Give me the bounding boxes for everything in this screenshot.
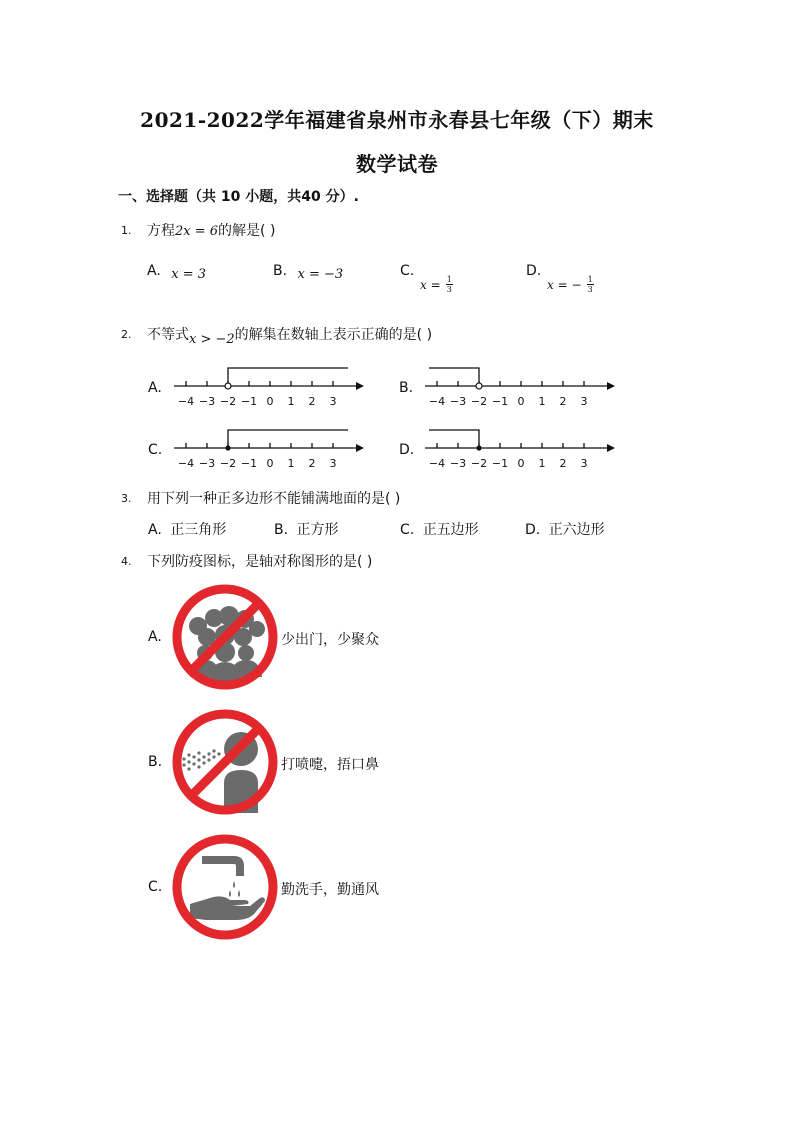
q1-option-d-value bbox=[547, 274, 594, 294]
q1-option-a-label: A. bbox=[147, 263, 161, 279]
q1-option-b-label: B. bbox=[273, 263, 288, 279]
q2-option-a-tick-label: 3 bbox=[329, 395, 337, 408]
q2-option-a-arrow bbox=[356, 382, 364, 390]
q2-option-a-tick-label: −2 bbox=[219, 395, 237, 408]
q3-option-d[interactable] bbox=[525, 519, 605, 539]
q2-option-a-label[interactable]: A. bbox=[148, 380, 162, 396]
wash-hands-icon[interactable] bbox=[170, 832, 280, 942]
q2-option-a-tick-label: 0 bbox=[266, 395, 274, 408]
q2-text-before: 不等式 bbox=[147, 327, 189, 343]
q3-option-a[interactable] bbox=[148, 519, 226, 539]
q2-inequality: x > −2 bbox=[189, 332, 235, 347]
q2-option-b-tick-label: 1 bbox=[538, 395, 546, 408]
q2-option-d-number-line bbox=[421, 424, 621, 476]
section-heading: 一、选择题（共 10 小题，共40 分）. bbox=[118, 189, 359, 205]
q1-option-c-value bbox=[420, 274, 453, 294]
q3-option-d-label: D. bbox=[525, 522, 541, 538]
q4-option-a-label[interactable]: A. bbox=[148, 629, 162, 645]
q4-stem: 下列防疫图标，是轴对称图形的是( ) bbox=[147, 554, 373, 570]
q3-number: 3. bbox=[121, 492, 132, 505]
q2-option-a-tick-label: 2 bbox=[308, 395, 316, 408]
q4-number: 4. bbox=[121, 555, 132, 568]
q3-option-a-text: 正三角形 bbox=[170, 522, 227, 538]
q1-stem bbox=[147, 220, 275, 240]
q2-stem bbox=[147, 324, 433, 347]
q1-option-a-value: x = 3 bbox=[171, 267, 206, 282]
q2-option-b-tick-label: 2 bbox=[559, 395, 567, 408]
q3-stem: 用下列一种正多边形不能铺满地面的是( ) bbox=[147, 491, 401, 507]
q2-option-b-tick-label: −1 bbox=[491, 395, 509, 408]
q2-option-c-tick-label: 1 bbox=[287, 457, 295, 470]
q2-option-b-arrow bbox=[607, 382, 615, 390]
q2-number: 2. bbox=[121, 328, 132, 341]
q2-option-d-tick-label: 0 bbox=[517, 457, 525, 470]
q2-option-a-open-point bbox=[225, 383, 231, 389]
q3-option-b-text: 正方形 bbox=[296, 522, 339, 538]
q1-option-a[interactable] bbox=[147, 263, 206, 282]
q2-option-a-tick-label: 1 bbox=[287, 395, 295, 408]
q1-equation: 2x = 6 bbox=[175, 224, 219, 239]
q3-option-b-label: B. bbox=[274, 522, 289, 538]
q2-option-d-arrow bbox=[607, 444, 615, 452]
q1-number: 1. bbox=[121, 224, 132, 237]
q2-text-after: 的解集在数轴上表示正确的是( ) bbox=[234, 327, 433, 343]
q2-option-c-tick-label: 3 bbox=[329, 457, 337, 470]
q3-option-c-label: C. bbox=[400, 522, 415, 538]
q3-option-c[interactable] bbox=[400, 519, 479, 539]
q1-option-c[interactable] bbox=[400, 263, 414, 279]
q1-option-d-label: D. bbox=[526, 263, 542, 279]
q2-option-b-open-point bbox=[476, 383, 482, 389]
q2-option-b-label[interactable]: B. bbox=[399, 380, 414, 396]
q4-option-b-label[interactable]: B. bbox=[148, 754, 163, 770]
q2-option-d-closed-point bbox=[476, 445, 481, 450]
q2-option-b-tick-label: −2 bbox=[470, 395, 488, 408]
q1-option-c-fraction: $\frac{1}{3}$ bbox=[446, 275, 452, 294]
page-title: 2021-2022学年福建省泉州市永春县七年级（下）期末 bbox=[140, 108, 654, 132]
q2-option-b-tick-label: 3 bbox=[580, 395, 588, 408]
q2-option-c-number-line bbox=[170, 424, 370, 476]
q4-option-a-caption: 少出门，少聚众 bbox=[281, 632, 379, 648]
q2-option-b-tick-label: −4 bbox=[428, 395, 446, 408]
q4-option-c-caption: 勤洗手，勤通风 bbox=[281, 882, 379, 898]
q2-option-c-tick-label: 0 bbox=[266, 457, 274, 470]
no-gathering-icon[interactable] bbox=[170, 582, 280, 692]
q2-option-a-number-line bbox=[170, 362, 370, 414]
q1-option-c-label: C. bbox=[400, 263, 415, 279]
q2-option-a-tick-label: −1 bbox=[240, 395, 258, 408]
page-subtitle: 数学试卷 bbox=[356, 152, 438, 176]
q1-option-b[interactable] bbox=[273, 263, 344, 282]
q2-option-d-tick-label: −3 bbox=[449, 457, 467, 470]
q2-option-a-solution-ray bbox=[228, 368, 348, 386]
q2-option-d-tick-label: 1 bbox=[538, 457, 546, 470]
q2-option-a-tick-label: −3 bbox=[198, 395, 216, 408]
q2-option-d-tick-label: −2 bbox=[470, 457, 488, 470]
q2-option-b-tick-label: −3 bbox=[449, 395, 467, 408]
q2-option-c-tick-label: −1 bbox=[240, 457, 258, 470]
q1-option-c-lhs: x = bbox=[420, 278, 441, 292]
q1-text-after: 的解是( ) bbox=[218, 223, 276, 239]
q2-option-c-tick-label: −2 bbox=[219, 457, 237, 470]
q2-option-c-tick-label: −3 bbox=[198, 457, 216, 470]
q2-option-d-tick-label: 3 bbox=[580, 457, 588, 470]
q2-option-c-tick-label: 2 bbox=[308, 457, 316, 470]
q3-option-a-label: A. bbox=[148, 522, 162, 538]
q3-option-d-text: 正六边形 bbox=[548, 522, 605, 538]
q2-option-d-tick-label: 2 bbox=[559, 457, 567, 470]
q2-option-c-tick-label: −4 bbox=[177, 457, 195, 470]
q2-option-b-tick-label: 0 bbox=[517, 395, 525, 408]
q1-option-d[interactable] bbox=[526, 263, 541, 279]
q2-option-c-label[interactable]: C. bbox=[148, 442, 163, 458]
q3-option-b[interactable] bbox=[274, 519, 339, 539]
q3-option-c-text: 正五边形 bbox=[422, 522, 479, 538]
q2-option-c-closed-point bbox=[225, 445, 230, 450]
q4-option-c-label[interactable]: C. bbox=[148, 879, 163, 895]
q2-option-d-label[interactable]: D. bbox=[399, 442, 415, 458]
q2-option-c-solution-ray bbox=[228, 430, 348, 448]
q1-option-b-value: x = −3 bbox=[297, 267, 344, 282]
q2-option-d-tick-label: −4 bbox=[428, 457, 446, 470]
q1-text-before: 方程 bbox=[147, 223, 175, 239]
q1-option-d-lhs: x = − bbox=[547, 278, 582, 292]
q2-option-a-tick-label: −4 bbox=[177, 395, 195, 408]
q4-option-b-caption: 打喷嚏，捂口鼻 bbox=[281, 757, 379, 773]
q1-option-d-fraction: $\frac{1}{3}$ bbox=[587, 275, 593, 294]
q2-option-c-arrow bbox=[356, 444, 364, 452]
q2-option-d-tick-label: −1 bbox=[491, 457, 509, 470]
no-sneeze-icon[interactable] bbox=[170, 707, 280, 817]
q2-option-b-number-line bbox=[421, 362, 621, 414]
